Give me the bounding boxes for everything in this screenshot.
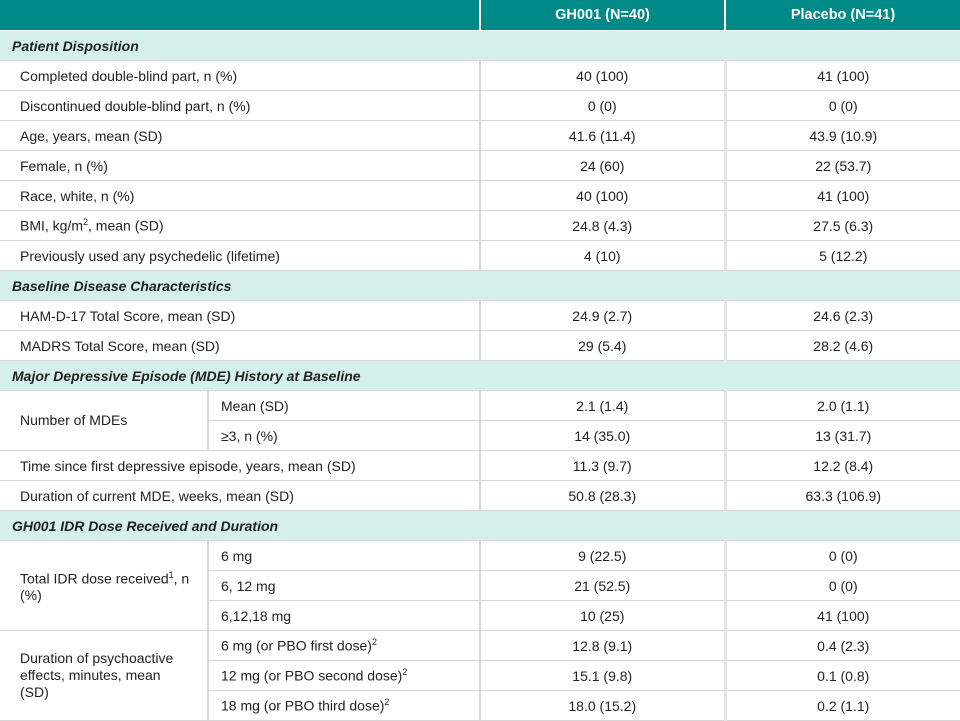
gh001-value: 15.1 (9.8) (480, 661, 725, 691)
gh001-value: 9 (22.5) (480, 541, 725, 571)
placebo-value: 28.2 (4.6) (725, 331, 960, 361)
label-text: 6 mg (or PBO first dose) (221, 637, 372, 654)
table-row (0, 481, 960, 511)
section-title: Major Depressive Episode (MDE) History at Baseline (0, 361, 960, 391)
row-label (0, 451, 480, 481)
placebo-value: 43.9 (10.9) (725, 121, 960, 151)
table-row (0, 151, 960, 181)
section-header (0, 31, 960, 61)
label-text: Discontinued double-blind part, n (%) (20, 97, 251, 114)
table-row (0, 301, 960, 331)
table-row (0, 181, 960, 211)
section-title: Baseline Disease Characteristics (0, 271, 960, 301)
row-label (0, 211, 480, 241)
placebo-value: 0 (0) (725, 571, 960, 601)
section-header (0, 361, 960, 391)
section-header (0, 511, 960, 541)
footnote-marker: 2 (83, 217, 89, 228)
row-label (0, 331, 480, 361)
table-row (0, 121, 960, 151)
subrow-label (208, 391, 480, 421)
table-row (0, 61, 960, 91)
table-header (0, 0, 960, 31)
label-suffix: , n (%) (20, 570, 190, 604)
placebo-value: 5 (12.2) (725, 241, 960, 271)
gh001-value: 2.1 (1.4) (480, 391, 725, 421)
gh001-value: 41.6 (11.4) (480, 121, 725, 151)
gh001-value: 29 (5.4) (480, 331, 725, 361)
placebo-value: 0.1 (0.8) (725, 661, 960, 691)
gh001-value: 14 (35.0) (480, 421, 725, 451)
subrow-label (208, 661, 480, 691)
table-row (0, 241, 960, 271)
footnote-marker: 2 (371, 637, 377, 648)
label-text: MADRS Total Score, mean (SD) (20, 337, 220, 354)
gh001-value: 24.8 (4.3) (480, 211, 725, 241)
row-label (0, 121, 480, 151)
placebo-value: 22 (53.7) (725, 151, 960, 181)
gh001-value: 0 (0) (480, 91, 725, 121)
placebo-value: 27.5 (6.3) (725, 211, 960, 241)
gh001-value: 24 (60) (480, 151, 725, 181)
gh001-value: 18.0 (15.2) (480, 691, 725, 721)
label-text: Completed double-blind part, n (%) (20, 67, 238, 84)
row-label (0, 61, 480, 91)
gh001-value: 40 (100) (480, 181, 725, 211)
placebo-value: 0.4 (2.3) (725, 631, 960, 661)
gh001-value: 4 (10) (480, 241, 725, 271)
footnote-marker: 2 (384, 697, 390, 708)
placebo-value: 24.6 (2.3) (725, 301, 960, 331)
label-text: 6,12,18 mg (221, 607, 292, 624)
section-title: Patient Disposition (0, 31, 960, 61)
label-text: Age, years, mean (SD) (20, 127, 163, 144)
placebo-value: 63.3 (106.9) (725, 481, 960, 511)
table-row (0, 331, 960, 361)
table-row (0, 211, 960, 241)
label-text: Duration of current MDE, weeks, mean (SD) (20, 487, 294, 504)
gh001-value: 11.3 (9.7) (480, 451, 725, 481)
group-label (0, 541, 208, 631)
subrow-label (208, 691, 480, 721)
subrow-label (208, 421, 480, 451)
label-text: BMI, kg/m (20, 217, 84, 234)
table-row (0, 391, 960, 421)
row-label (0, 181, 480, 211)
subrow-label (208, 601, 480, 631)
label-text: 6, 12 mg (221, 577, 276, 594)
row-label (0, 91, 480, 121)
placebo-value: 12.2 (8.4) (725, 451, 960, 481)
label-text: Previously used any psychedelic (lifetime) (20, 247, 280, 264)
placebo-value: 13 (31.7) (725, 421, 960, 451)
label-text: 18 mg (or PBO third dose) (221, 697, 385, 714)
table-row (0, 631, 960, 661)
header-gh001: GH001 (N=40) (480, 0, 725, 31)
subrow-label (208, 541, 480, 571)
label-text: Total IDR dose received (20, 570, 169, 587)
row-label (0, 151, 480, 181)
header-blank (0, 0, 480, 31)
label-text: Race, white, n (%) (20, 187, 135, 204)
label-text: ≥3, n (%) (221, 427, 278, 444)
subrow-label (208, 571, 480, 601)
table-row (0, 541, 960, 571)
label-text: Number of MDEs (20, 412, 128, 428)
row-label (0, 481, 480, 511)
placebo-value: 41 (100) (725, 601, 960, 631)
label-text: Mean (SD) (221, 397, 289, 414)
placebo-value: 0.2 (1.1) (725, 691, 960, 721)
footnote-marker: 2 (402, 667, 408, 678)
label-suffix: , mean (SD) (88, 217, 164, 234)
row-label (0, 241, 480, 271)
label-text: Duration of psychoactive effects, minutes, mean (SD) (20, 650, 174, 700)
placebo-value: 2.0 (1.1) (725, 391, 960, 421)
gh001-value: 40 (100) (480, 61, 725, 91)
placebo-value: 0 (0) (725, 91, 960, 121)
section-title: GH001 IDR Dose Received and Duration (0, 511, 960, 541)
gh001-value: 12.8 (9.1) (480, 631, 725, 661)
footnote-marker: 1 (168, 569, 174, 580)
gh001-value: 21 (52.5) (480, 571, 725, 601)
placebo-value: 41 (100) (725, 181, 960, 211)
group-label (0, 391, 208, 451)
label-text: HAM-D-17 Total Score, mean (SD) (20, 307, 236, 324)
gh001-value: 24.9 (2.7) (480, 301, 725, 331)
label-text: 12 mg (or PBO second dose) (221, 667, 403, 684)
section-header (0, 271, 960, 301)
label-text: 6 mg (221, 547, 253, 564)
label-text: Female, n (%) (20, 157, 108, 174)
table-row (0, 91, 960, 121)
gh001-value: 50.8 (28.3) (480, 481, 725, 511)
gh001-value: 10 (25) (480, 601, 725, 631)
table-row (0, 451, 960, 481)
label-text: Time since first depressive episode, years, mean (SD) (20, 457, 356, 474)
group-label (0, 631, 208, 721)
placebo-value: 41 (100) (725, 61, 960, 91)
row-label (0, 301, 480, 331)
header-placebo: Placebo (N=41) (725, 0, 960, 31)
subrow-label (208, 631, 480, 661)
placebo-value: 0 (0) (725, 541, 960, 571)
